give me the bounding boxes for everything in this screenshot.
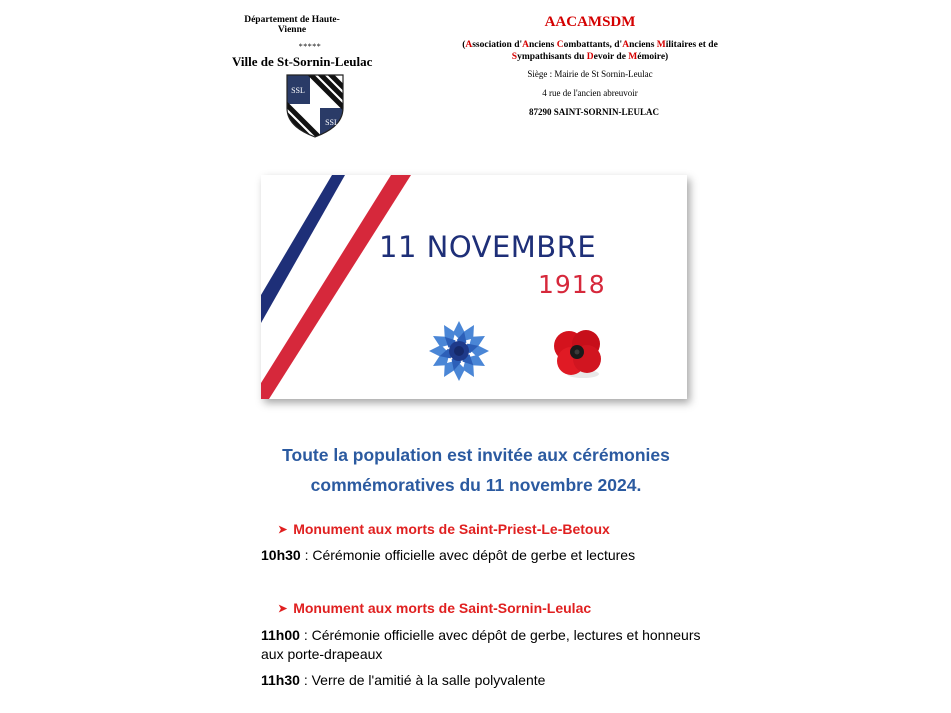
schedule-item — [261, 671, 701, 690]
stars-separator: ***** — [298, 42, 322, 51]
schedule-item — [261, 546, 701, 565]
association-block — [420, 14, 760, 126]
schedule-description: : Cérémonie officielle avec dépôt de gerbe, lectures et honneurs aux porte-drapeaux — [261, 627, 701, 662]
village-name: Ville de St-Sornin-Leulac — [232, 54, 373, 69]
schedule-description: : Cérémonie officielle avec dépôt de gerbe et lectures — [300, 547, 636, 563]
schedule-time: 11h30 — [261, 672, 300, 688]
village-crest-logo — [286, 74, 344, 138]
association-full-name: (Association d'Anciens Combattants, d'Anciens Militaires et de Sympathisants du Devoir de Mémoire) — [462, 40, 718, 62]
crest-text-top: SSL — [291, 86, 305, 95]
invitation-line-2: commémoratives du 11 novembre 2024. — [310, 475, 642, 495]
association-street: 4 rue de l'ancien abreuvoir — [542, 88, 638, 98]
department-name: Département de Haute-Vienne — [244, 15, 340, 35]
schedule-time: 11h00 — [261, 627, 300, 643]
poppy-icon — [545, 321, 609, 383]
section-title-saint-sornin — [278, 600, 591, 616]
armistice-banner — [261, 175, 687, 399]
schedule-description: : Verre de l'amitié à la salle polyvalente — [299, 672, 546, 688]
banner-title: 11 NOVEMBRE — [379, 230, 597, 264]
section-title-saint-priest — [278, 521, 610, 537]
association-seat: Siège : Mairie de St Sornin-Leulac — [527, 69, 653, 79]
crest-text-bottom: SSL — [325, 118, 339, 127]
arrow-bullet-icon: ➤ — [278, 603, 288, 615]
schedule-time: 10h30 — [261, 547, 301, 563]
arrow-bullet-icon: ➤ — [278, 524, 288, 536]
invitation-text — [200, 440, 752, 500]
association-acronym: AACAMSDM — [544, 14, 636, 30]
section-title-text: Monument aux morts de Saint-Sornin-Leulac — [293, 600, 592, 616]
crest-shield-icon — [286, 74, 344, 138]
schedule-item — [261, 626, 701, 664]
association-city: 87290 SAINT-SORNIN-LEULAC — [529, 107, 659, 117]
banner-year: 1918 — [538, 270, 606, 299]
cornflower-icon — [427, 319, 491, 383]
section-title-text: Monument aux morts de Saint-Priest-Le-Betoux — [293, 521, 610, 537]
invitation-line-1: Toute la population est invitée aux cérémonies — [282, 445, 670, 465]
